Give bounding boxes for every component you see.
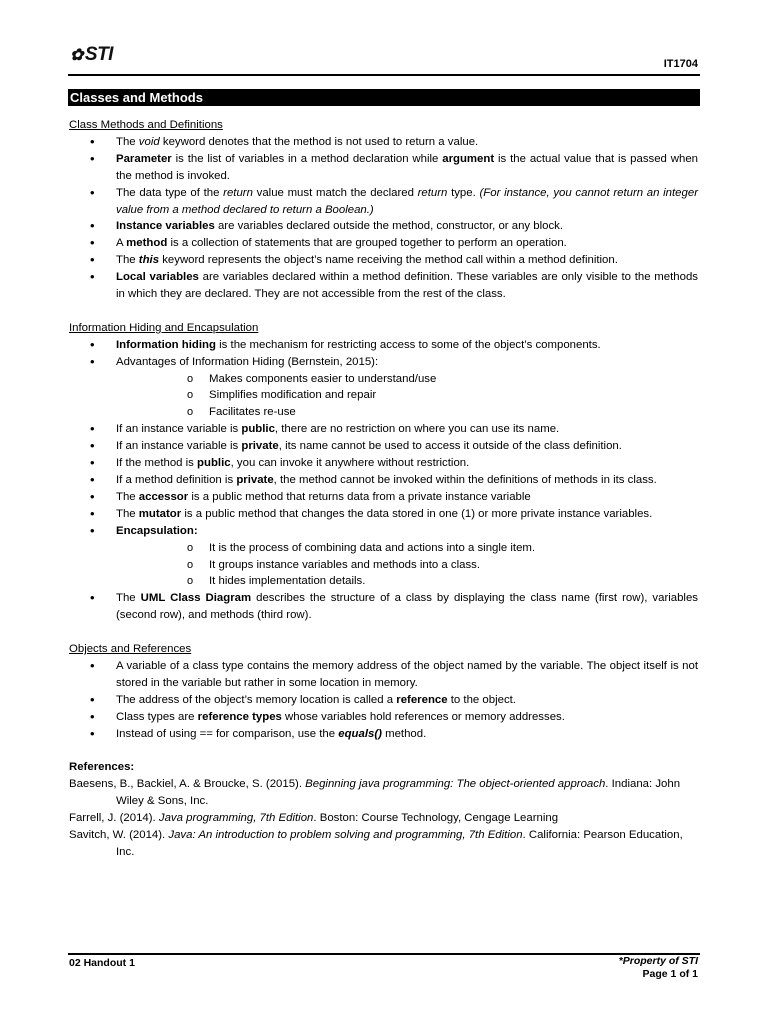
body-text: Advantages of Information Hiding (Bernstein, 2015): [116, 355, 379, 368]
body-text: Baesens, B., Backiel, A. & Broucke, S. (2015). [69, 778, 306, 791]
body-text: type. [447, 186, 480, 199]
list-item [69, 151, 698, 185]
course-code: IT1704 [663, 58, 698, 70]
body-text: value must match the declared [252, 186, 418, 199]
emphasis-text: private [236, 474, 274, 487]
body-text: The address of the object’s memory location is called a [116, 693, 397, 706]
body-text: keyword represents the object’s name receiving the method call within a method definition. [159, 254, 618, 267]
list-item [69, 438, 698, 455]
emphasis-text: accessor [138, 490, 189, 503]
body-text: Farrell, J. (2014). [69, 812, 159, 825]
footer-rule [68, 953, 700, 955]
body-text: The data type of the [116, 186, 224, 199]
references-heading: References: [69, 761, 135, 774]
list-item [69, 590, 698, 624]
body-text: method. [381, 727, 427, 740]
body-text: . Indiana: John Wiley & Sons, Inc. [116, 778, 681, 808]
section-gap [69, 303, 698, 320]
body-text: . California: Pearson Education, Inc. [116, 829, 683, 858]
emphasis-text: return [223, 186, 253, 199]
list-item [69, 269, 698, 303]
list-item [69, 354, 698, 422]
section-heading: Objects and References [69, 643, 192, 656]
list-item [69, 421, 698, 438]
body-text: If a method definition is [116, 474, 237, 487]
body-text: , you can invoke it anywhere without restriction. [230, 457, 470, 470]
body-text: . Boston: Course Technology, Cengage Learning [313, 812, 559, 825]
body-text: , there are no restriction on where you can use its name. [274, 423, 560, 436]
body-text: The [116, 507, 139, 520]
sub-list [116, 540, 698, 591]
header-rule [68, 74, 700, 76]
body-text: is the mechanism for restricting access to some of the object’s components. [215, 338, 601, 351]
emphasis-text: UML Class Diagram [140, 592, 252, 605]
body-text: is the actual value that is passed when the method is invoked. [116, 152, 698, 182]
body-text: If an instance variable is [116, 440, 242, 453]
bullet-list [69, 658, 698, 743]
sub-list-item: o It groups instance variables and methods into a class. [116, 557, 698, 574]
list-item [69, 337, 698, 354]
body-text: is the list of variables in a method declaration while [171, 152, 443, 165]
list-item [69, 489, 698, 506]
footer-right [619, 955, 698, 981]
body-text: If the method is [116, 457, 198, 470]
section-gap [69, 624, 698, 641]
sub-list-item: o It is the process of combining data and actions into a single item. [116, 540, 698, 557]
emphasis-text: Local variables [116, 271, 199, 284]
bullet-list [69, 337, 698, 624]
emphasis-text: return [417, 186, 448, 199]
emphasis-text: this [138, 254, 160, 267]
section-heading: Class Methods and Definitions [69, 119, 223, 131]
emphasis-text: Information hiding [116, 338, 216, 351]
list-item [69, 472, 698, 489]
sub-list-item: o It hides implementation details. [116, 573, 698, 590]
emphasis-text: (For instance, you cannot return an integer value from a method declared to return a Boolean.) [116, 186, 698, 216]
list-item [69, 235, 698, 252]
body-text: to the object. [447, 693, 516, 706]
body-text: , the method cannot be invoked within the definitions of methods in its class. [273, 474, 657, 487]
section-gap [69, 743, 698, 760]
section-heading: Information Hiding and Encapsulation [69, 321, 259, 334]
emphasis-text: Java: An introduction to problem solving and programming, 7th Edition [168, 829, 523, 842]
emphasis-text: reference [396, 693, 448, 706]
list-item [69, 185, 698, 219]
body-text: A [116, 237, 127, 250]
sub-list-item: o Facilitates re-use [116, 404, 698, 421]
emphasis-text: argument [442, 152, 495, 165]
body-text: , its name cannot be used to access it outside of the class definition. [278, 440, 622, 453]
list-item [69, 506, 698, 523]
list-item [69, 218, 698, 235]
body-text: Instead of using == for comparison, use the [116, 727, 339, 740]
sti-logo [70, 44, 113, 66]
list-item [69, 455, 698, 472]
body-text: are variables declared outside the method, constructor, or any block. [214, 220, 564, 233]
sub-list-item: o Makes components easier to understand/use [116, 371, 698, 388]
reference-entry [69, 810, 698, 827]
body-text: are variables declared within a method definition. These variables are only visible to the methods in which they are declared. They are not accessible from the rest of the class. [116, 271, 698, 301]
body-text: is a public method that changes the data stored in one (1) or more private instance variables. [181, 507, 653, 520]
body-text: is a collection of statements that are grouped together to perform an operation. [167, 237, 567, 250]
emphasis-text: Parameter [116, 152, 172, 165]
reference-entry [69, 776, 698, 810]
emphasis-text: Encapsulation: [116, 524, 198, 537]
body-text: describes the structure of a class by displaying the class name (first row), variables (second row), and methods (third row). [116, 592, 698, 622]
list-item [69, 658, 698, 692]
emphasis-text: public [197, 457, 231, 470]
body-text: whose variables hold references or memory addresses. [281, 710, 565, 723]
body-text: The [116, 135, 139, 148]
emphasis-text: mutator [138, 507, 182, 520]
handout-body [69, 117, 698, 861]
sti-logo-text: STI [84, 44, 113, 65]
emphasis-text: method [126, 237, 168, 250]
page-title: Classes and Methods [68, 89, 700, 106]
sub-list-item: o Simplifies modification and repair [116, 387, 698, 404]
bullet-list [69, 134, 698, 303]
emphasis-text: private [241, 440, 279, 453]
list-item [69, 134, 698, 151]
footer-handout-label: 02 Handout 1 [69, 957, 135, 969]
body-text: Class types are [116, 710, 198, 723]
sub-list [116, 371, 698, 422]
emphasis-text: equals() [338, 727, 382, 740]
body-text: If an instance variable is [116, 423, 242, 436]
emphasis-text: Beginning java programming: The object-oriented approach [305, 778, 606, 791]
body-text: is a public method that returns data from a private instance variable [188, 490, 531, 503]
emphasis-text: Java programming, 7th Edition [158, 812, 314, 825]
list-item [69, 692, 698, 709]
emphasis-text: public [241, 423, 275, 436]
body-text: Savitch, W. (2014). [69, 829, 169, 842]
reference-entry [69, 827, 698, 861]
footer-page-number: Page 1 of 1 [642, 968, 698, 980]
body-text: The [116, 592, 141, 605]
body-text: keyword denotes that the method is not used to return a value. [159, 135, 479, 148]
body-text: The [116, 490, 139, 503]
emphasis-text: Instance variables [116, 220, 215, 233]
emphasis-text: reference types [197, 710, 282, 723]
list-item [69, 523, 698, 591]
list-item [69, 252, 698, 269]
body-text: A variable of a class type contains the memory address of the object named by the variable. The object itself is not stored in the variable but rather in some location in memory. [116, 659, 698, 689]
body-text: The [116, 254, 139, 267]
sti-logo-mark-icon: ✿ [70, 47, 83, 64]
footer-property: *Property of STI [618, 955, 698, 967]
emphasis-text: void [138, 135, 160, 148]
list-item [69, 726, 698, 743]
list-item [69, 709, 698, 726]
